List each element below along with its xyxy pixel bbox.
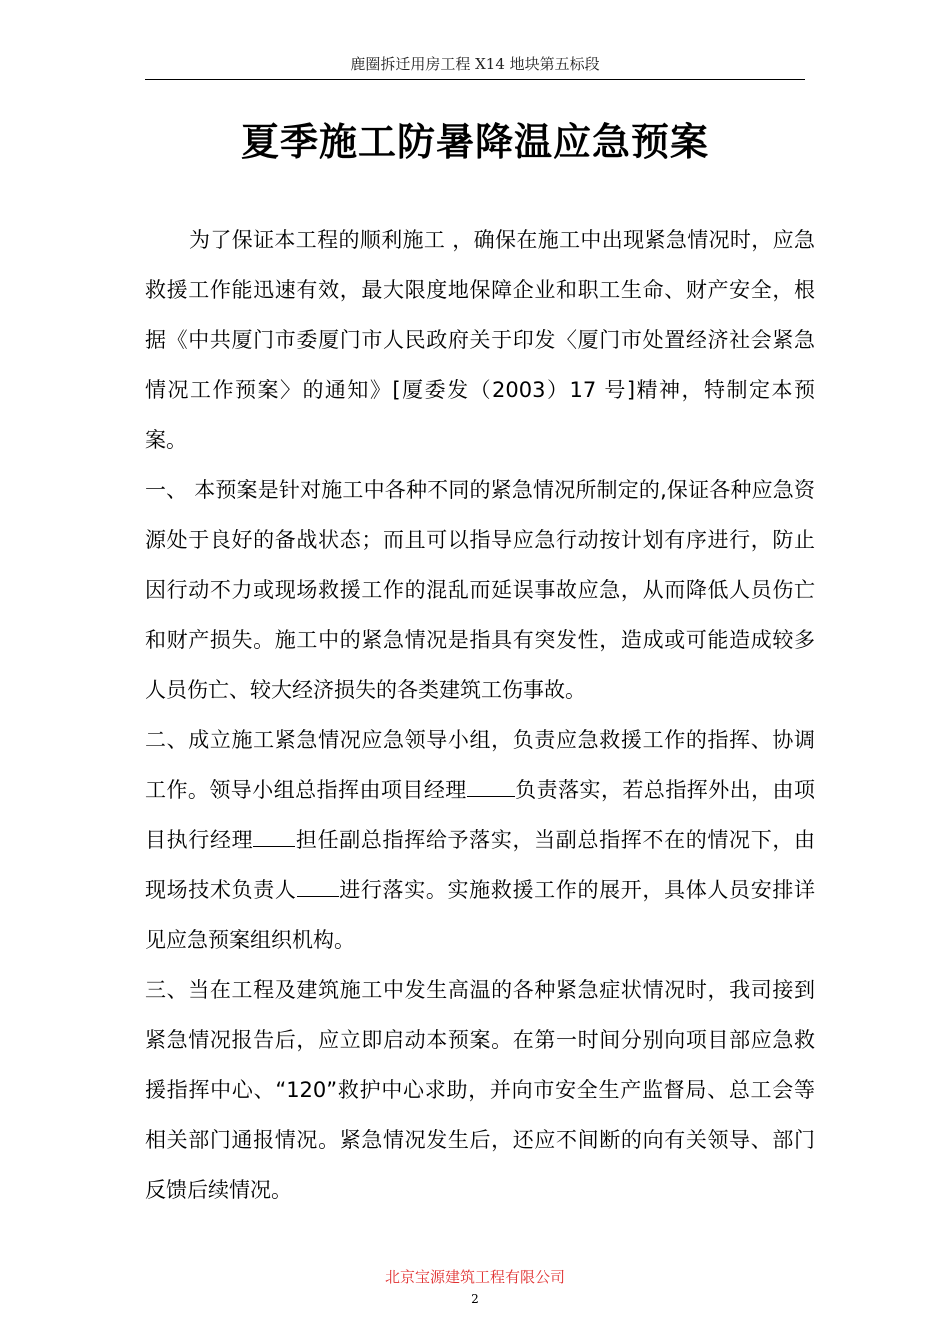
- footer-company-name: 北京宝源建筑工程有限公司: [384, 1268, 565, 1286]
- document-body: [145, 215, 815, 1215]
- section-2-text-4: 进行落实。实施救援工作的展开，具体人员安排详见应急预案组织机构。: [145, 878, 816, 952]
- paragraph-section-3: 三、当在工程及建筑施工中发生高温的各种紧急症状情况时，我司接到紧急情况报告后，应立即启动本预案。在第一时间分别向项目部应急救援指挥中心、“120”救护中心求助，并向市安全生产监督局、总工会等相关部门通报情况。紧急情况发生后，还应不间断的向有关领导、部门反馈后续情况。: [145, 978, 815, 1202]
- page-number: 2: [471, 1292, 479, 1306]
- section-2-text-1: 二、成立施工紧急情况应急领导小组，负责应急救援工作的指挥、协调工作。领导小组总指挥由项目经理: [145, 728, 815, 802]
- page-header-project: 鹿圈拆迁用房工程 X14 地块第五标段: [350, 55, 600, 73]
- paragraph-intro: 为了保证本工程的顺利施工 ，确保在施工中出现紧急情况时，应急救援工作能迅速有效，最大限度地保障企业和职工生命、财产安全，根据《中共厦门市委厦门市人民政府关于印发〈厦门市处置经济社会紧急情况工作预案〉的通知》[厦委发（2003）17 号]精神，特制定本预案。: [145, 228, 815, 452]
- header-divider: [145, 79, 805, 80]
- blank-line-executive-manager: [253, 826, 295, 847]
- paragraph-section-1: 一、 本预案是针对施工中各种不同的紧急情况所制定的,保证各种应急资源处于良好的备战状态；而且可以指导应急行动按计划有序进行，防止因行动不力或现场救援工作的混乱而延误事故应急，从而降低人员伤亡和财产损失。施工中的紧急情况是指具有突发性，造成或可能造成较多人员伤亡、较大经济损失的各类建筑工伤事故。: [145, 478, 815, 702]
- blank-line-project-manager: [467, 776, 515, 797]
- document-title: 夏季施工防暑降温应急预案: [240, 120, 709, 164]
- section-2-text-3: 担任副总指挥给予落实，当副总指挥不在的情况下，由现场技术负责人: [145, 828, 816, 902]
- paragraph-section-2: [145, 715, 815, 965]
- blank-line-technical-lead: [297, 876, 339, 897]
- section-2-text-2: 负责落实，若总指挥外出，由项目执行经理: [145, 778, 816, 852]
